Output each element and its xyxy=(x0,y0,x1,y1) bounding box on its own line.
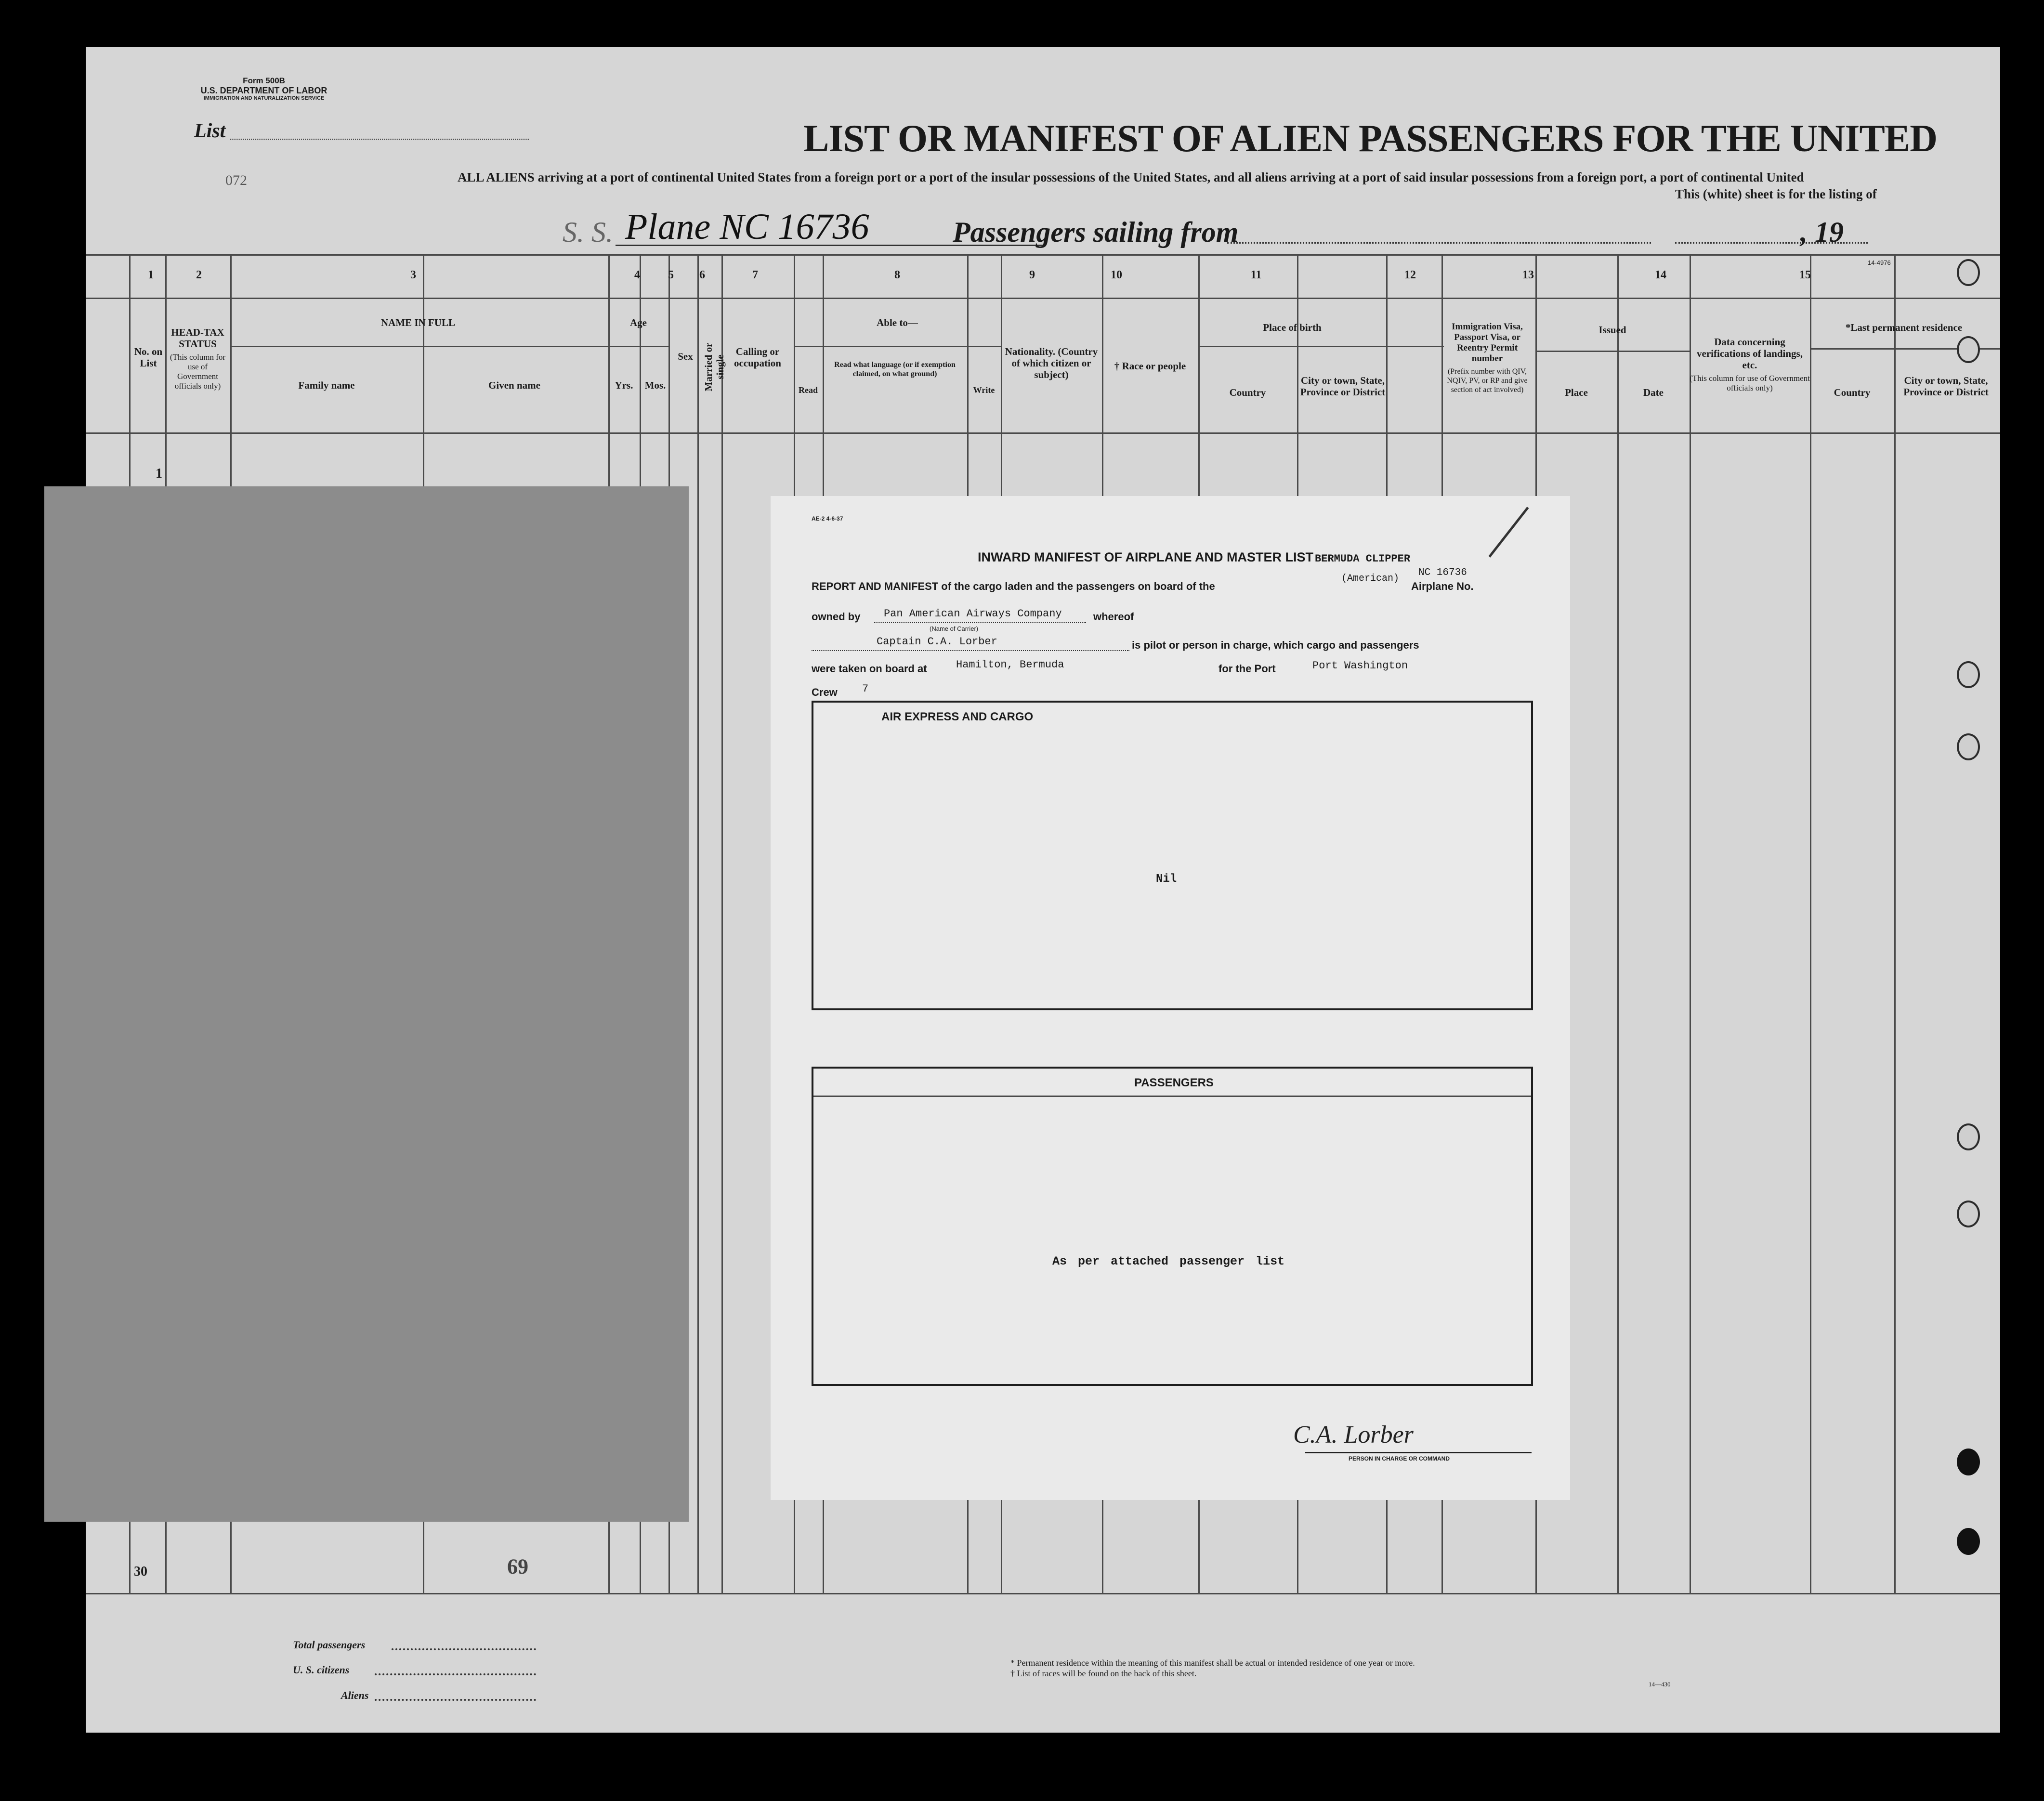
attached-gray-sheet xyxy=(44,486,689,1522)
airplane-no: NC 16736 xyxy=(1418,567,1467,578)
column-number: 1 xyxy=(148,269,154,281)
column-number: 6 xyxy=(699,269,705,281)
passengers-box xyxy=(812,1067,1533,1386)
us-citizens-line xyxy=(375,1673,536,1675)
check-mark xyxy=(1489,507,1529,558)
binder-hole xyxy=(1957,1201,1980,1227)
header-place-of-birth: Place of birth xyxy=(1263,322,1322,333)
header-issued: Issued xyxy=(1599,324,1626,336)
age-subrule xyxy=(608,346,668,347)
report-text: REPORT AND MANIFEST of the cargo laden and the passengers on board of the xyxy=(812,580,1215,592)
row-number-last: 30 xyxy=(134,1564,147,1579)
header-read-language: Read what language (or if exemption claimed, on what ground) xyxy=(834,361,956,378)
attached-airplane-manifest xyxy=(771,496,1570,1500)
column-number: 11 xyxy=(1250,269,1262,281)
passengers-heading: PASSENGERS xyxy=(1134,1076,1214,1089)
header-visa: Immigration Visa, Passport Visa, or Reentry Permit number (Prefix number with QIV, NQIV, PV, or RP and give section of act involved) xyxy=(1447,322,1528,394)
column-number: 4 xyxy=(634,269,640,281)
header-age: Age xyxy=(630,317,647,328)
binder-hole xyxy=(1957,1449,1980,1475)
column-number: 13 xyxy=(1522,269,1534,281)
ss-value: Plane NC 16736 xyxy=(625,207,869,247)
list-label: List xyxy=(194,120,226,142)
header-birth-country: Country xyxy=(1229,387,1266,398)
pilot-text: is pilot or person in charge, which cargo and passengers xyxy=(1132,639,1419,651)
owned-by-label: owned by xyxy=(812,611,861,623)
issued-subrule xyxy=(1535,351,1690,352)
binder-hole xyxy=(1957,661,1980,688)
column-number: 8 xyxy=(894,269,900,281)
column-rule xyxy=(697,254,699,1593)
owner-line xyxy=(874,622,1086,623)
binder-hole xyxy=(1957,1123,1980,1150)
footnote-code: 14—430 xyxy=(1649,1681,1671,1688)
airplane-no-label: Airplane No. xyxy=(1411,580,1474,592)
header-issued-place: Place xyxy=(1565,387,1588,398)
pilot-line xyxy=(812,650,1129,651)
manifest-title: LIST OR MANIFEST OF ALIEN PASSENGERS FOR THE UNITED xyxy=(803,117,1938,160)
cargo-box xyxy=(812,701,1533,1010)
footnote-permanent: * Permanent residence within the meaning of this manifest shall be actual or intended residence of one year or more. xyxy=(1010,1658,1415,1668)
department: U.S. DEPARTMENT OF LABOR xyxy=(200,86,328,95)
form-code: 14-4976 xyxy=(1868,259,1891,266)
binder-hole xyxy=(1957,733,1980,760)
column-number: 15 xyxy=(1799,269,1811,281)
column-number: 12 xyxy=(1404,269,1416,281)
header-family-name: Family name xyxy=(298,379,355,391)
subtitle-line-1: ALL ALIENS arriving at a port of continental United States from a foreign port or a port of the insular possessions of the United States, and all aliens arriving at a port of said insular possessions from a foreign port, a port of continental United xyxy=(458,170,1804,184)
total-passengers-label: Total passengers xyxy=(293,1639,366,1651)
column-number: 3 xyxy=(410,269,416,281)
year-label: , 19 xyxy=(1800,216,1844,248)
column-rule xyxy=(1617,254,1619,1593)
name-subrule xyxy=(230,346,608,347)
total-passengers-line xyxy=(392,1648,536,1650)
cargo-value: Nil xyxy=(1156,873,1177,886)
ss-label: S. S. xyxy=(563,216,613,248)
column-number: 7 xyxy=(752,269,758,281)
header-residence-city: City or town, State, Province or District xyxy=(1903,375,1989,398)
birth-subrule xyxy=(1198,346,1444,347)
owner: Pan American Airways Company xyxy=(884,608,1062,620)
sailing-from-line xyxy=(1227,242,1651,244)
header-given-name: Given name xyxy=(488,379,540,391)
row-number-first: 1 xyxy=(156,466,162,481)
form-number: Form 500B xyxy=(243,76,285,85)
column-number-rule xyxy=(86,298,2000,299)
header-head-tax: HEAD-TAX STATUS (This column for use of Government officials only) xyxy=(170,326,226,391)
service: IMMIGRATION AND NATURALIZATION SERVICE xyxy=(203,95,325,101)
list-line xyxy=(230,139,529,140)
nationality: (American) xyxy=(1341,573,1400,584)
for-port-label: for the Port xyxy=(1219,663,1276,675)
header-last-residence: *Last permanent residence xyxy=(1845,322,1963,333)
sailing-label: Passengers sailing from xyxy=(953,216,1239,248)
header-residence-country: Country xyxy=(1834,387,1871,398)
column-rule xyxy=(1690,254,1691,1593)
airplane-name: BERMUDA CLIPPER xyxy=(1315,553,1411,565)
column-rule xyxy=(1810,254,1811,1593)
table-top-rule xyxy=(86,254,2000,256)
whereof-label: whereof xyxy=(1093,611,1134,623)
header-able-to: Able to— xyxy=(877,317,918,328)
column-rule xyxy=(1894,254,1896,1593)
for-port: Port Washington xyxy=(1312,660,1408,672)
table-bottom-rule xyxy=(86,1593,2000,1594)
column-rule xyxy=(721,254,723,1593)
us-citizens-label: U. S. citizens xyxy=(293,1664,350,1676)
header-nationality: Nationality. (Country of which citizen or subject) xyxy=(1005,346,1098,380)
column-number: 10 xyxy=(1111,269,1122,281)
header-no-on-list: No. on List xyxy=(134,346,163,369)
header-calling: Calling or occupation xyxy=(734,346,781,369)
cargo-heading: AIR EXPRESS AND CARGO xyxy=(881,710,1034,723)
header-name-in-full: NAME IN FULL xyxy=(380,317,455,328)
aliens-label: Aliens xyxy=(341,1689,369,1701)
binder-hole xyxy=(1957,336,1980,363)
able-subrule xyxy=(794,346,1001,347)
taken-at: Hamilton, Bermuda xyxy=(956,659,1064,671)
signature: C.A. Lorber xyxy=(1293,1421,1414,1449)
header-age-yrs: Yrs. xyxy=(615,379,633,391)
column-number: 9 xyxy=(1029,269,1035,281)
header-issued-date: Date xyxy=(1643,387,1664,398)
column-number: 2 xyxy=(196,269,202,281)
column-number: 5 xyxy=(668,269,674,281)
crew-label: Crew xyxy=(812,686,838,698)
subtitle-line-2: This (white) sheet is for the listing of xyxy=(1675,187,1877,201)
header-age-mos: Mos. xyxy=(644,379,666,391)
stamp-number: 69 xyxy=(507,1555,528,1579)
column-number: 14 xyxy=(1655,269,1666,281)
attached-form-title: INWARD MANIFEST OF AIRPLANE AND MASTER LIST xyxy=(978,550,1313,564)
header-verifications: Data concerning verifications of landings, etc. (This column for use of Government officials only) xyxy=(1690,336,1810,392)
binder-hole xyxy=(1957,259,1980,286)
carrier-caption: (Name of Carrier) xyxy=(930,625,979,632)
attached-form-code: AE-2 4-6-37 xyxy=(812,515,843,522)
binder-hole xyxy=(1957,1528,1980,1555)
header-race: † Race or people xyxy=(1114,360,1186,372)
aliens-line xyxy=(375,1699,536,1701)
header-bottom-rule xyxy=(86,432,2000,434)
header-married-or-single: Married or single xyxy=(703,342,726,392)
taken-on-board-label: were taken on board at xyxy=(812,663,927,675)
header-birth-city: City or town, State, Province or District xyxy=(1300,375,1386,398)
crew-count: 7 xyxy=(862,683,869,695)
signature-caption: PERSON IN CHARGE OR COMMAND xyxy=(1349,1455,1450,1462)
signature-line xyxy=(1305,1452,1532,1453)
list-number: 072 xyxy=(225,172,247,188)
passengers-heading-rule xyxy=(813,1096,1531,1097)
header-write: Write xyxy=(973,385,995,395)
header-sex: Sex xyxy=(678,351,693,362)
passengers-value: As per attached passenger list xyxy=(1052,1254,1285,1268)
footnote-races: † List of races will be found on the back of this sheet. xyxy=(1010,1669,1197,1678)
header-read: Read xyxy=(799,385,818,395)
pilot-name: Captain C.A. Lorber xyxy=(877,636,997,648)
